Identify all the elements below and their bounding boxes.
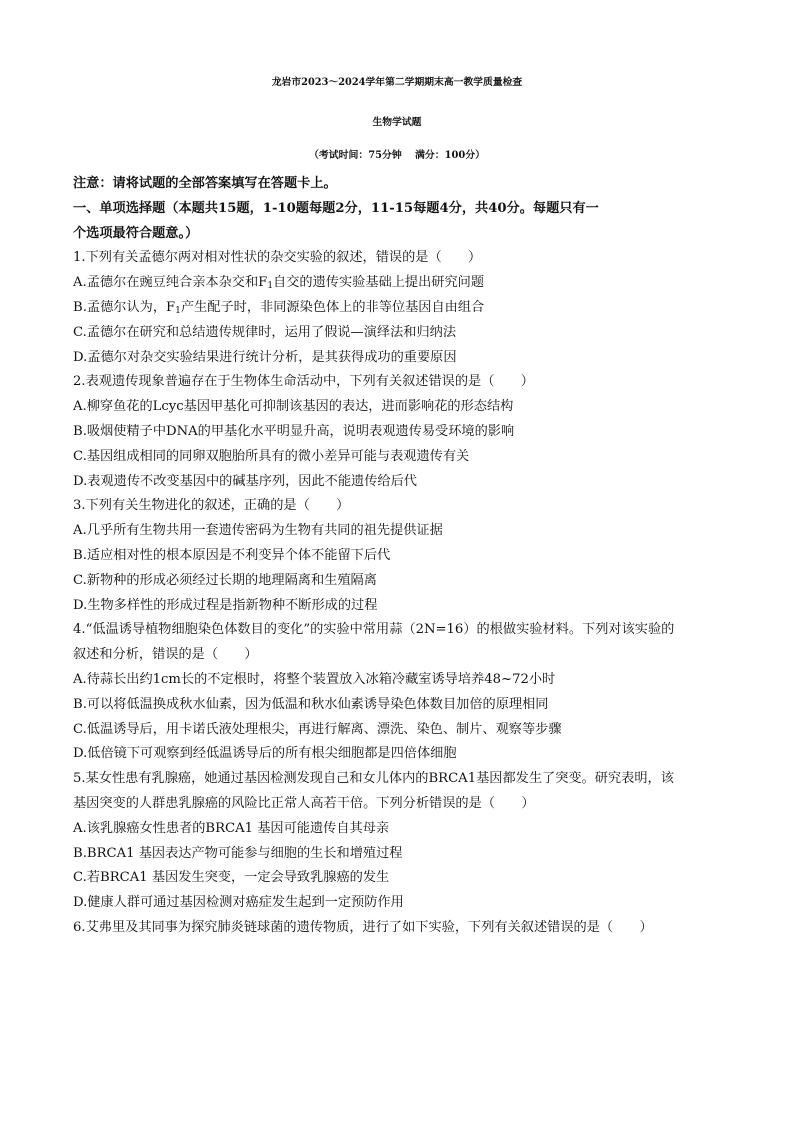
question-1-stem: 1.下列有关孟德尔两对相对性状的杂交实验的叙述，错误的是（ ） bbox=[73, 250, 482, 266]
question-1-option-d: D.孟德尔对杂交实验结果进行统计分析，是其获得成功的重要原因 bbox=[73, 349, 457, 365]
question-3-option-d: D.生物多样性的形成过程是指新物种不断形成的过程 bbox=[73, 597, 378, 613]
question-4-stem-line-1: 4.“低温诱导植物细胞染色体数目的变化”的实验中常用蒜（2N=16）的根做实验材料。下列对该实验的 bbox=[73, 622, 675, 638]
question-3-option-b: B.适应相对性的根本原因是不利变异个体不能留下后代 bbox=[73, 547, 391, 563]
subject-title: 生物学试题 bbox=[372, 117, 422, 128]
exam-info: （考试时间：75分钟 满分：100分） bbox=[308, 150, 486, 161]
notice: 注意：请将试题的全部答案填写在答题卡上。 bbox=[73, 176, 337, 191]
question-5-stem-line-2: 基因突变的人群患乳腺癌的风险比正常人高若干倍。下列分析错误的是（ ） bbox=[73, 795, 535, 811]
question-3-stem: 3.下列有关生物进化的叙述，正确的是（ ） bbox=[73, 498, 350, 514]
question-2-option-a: A.柳穿鱼花的Lcyc基因甲基化可抑制该基因的表达，进而影响花的形态结构 bbox=[73, 399, 514, 415]
section-heading-line-1: 一、单项选择题（本题共15题，1-10题每题2分，11-15每题4分，共40分。每题只有一 bbox=[73, 200, 599, 216]
question-1-option-a: A.孟德尔在豌豆纯合亲本杂交和$F_1$自交的遗传实验基础上提出研究问题 bbox=[73, 275, 485, 292]
question-4-stem-line-2: 叙述和分析，错误的是（ ） bbox=[73, 647, 258, 663]
question-5-option-d: D.健康人群可通过基因检测对癌症发生起到一定预防作用 bbox=[73, 895, 404, 911]
question-2-stem: 2.表观遗传现象普遍存在于生物体生命活动中，下列有关叙述错误的是（ ） bbox=[73, 374, 534, 390]
question-3-option-a: A.几乎所有生物共用一套遗传密码为生物有共同的祖先提供证据 bbox=[73, 523, 443, 539]
question-6-stem: 6.艾弗里及其同事为探究肺炎链球菌的遗传物质，进行了如下实验，下列有关叙述错误的是（ ） bbox=[73, 919, 653, 935]
question-5-option-b: B.BRCA1 基因表达产物可能参与细胞的生长和增殖过程 bbox=[73, 845, 403, 861]
question-4-option-b: B.可以将低温换成秋水仙素，因为低温和秋水仙素诱导染色体数目加倍的原理相同 bbox=[73, 696, 549, 712]
question-2-option-b: B.吸烟使精子中DNA的甲基化水平明显升高，说明表观遗传易受环境的影响 bbox=[73, 423, 515, 439]
question-1-option-b: B.孟德尔认为，$F_1$产生配子时，非同源染色体上的非等位基因自由组合 bbox=[73, 299, 485, 316]
question-4-option-a: A.待蒜长出约1cm长的不定根时，将整个装置放入冰箱冷藏室诱导培养48~72小时 bbox=[73, 671, 556, 687]
question-5-option-c: C.若BRCA1 基因发生突变，一定会导致乳腺癌的发生 bbox=[73, 870, 390, 886]
question-2-option-c: C.基因组成相同的同卵双胞胎所具有的微小差异可能与表观遗传有关 bbox=[73, 448, 470, 464]
question-1-option-c: C.孟德尔在研究和总结遗传规律时，运用了假说—演绎法和归纳法 bbox=[73, 324, 457, 340]
question-5-stem-line-1: 5.某女性患有乳腺癌，她通过基因检测发现自己和女儿体内的BRCA1基因都发生了突变。研究表明，该 bbox=[73, 771, 674, 787]
exam-body bbox=[73, 172, 723, 941]
question-5-option-a: A.该乳腺癌女性患者的BRCA1 基因可能遗传自其母亲 bbox=[73, 820, 390, 836]
question-4-option-c: C.低温诱导后，用卡诺氏液处理根尖，再进行解离、漂洗、染色、制片、观察等步骤 bbox=[73, 721, 562, 737]
question-3-option-c: C.新物种的形成必须经过长期的地理隔离和生殖隔离 bbox=[73, 572, 377, 588]
section-heading-line-2: 个选项最符合题意。） bbox=[73, 225, 199, 241]
question-4-option-d: D.低倍镜下可观察到经低温诱导后的所有根尖细胞都是四倍体细胞 bbox=[73, 746, 457, 762]
exam-title: 龙岩市2023～2024学年第二学期期末高一教学质量检查 bbox=[271, 77, 523, 88]
question-2-option-d: D.表观遗传不改变基因中的碱基序列，因此不能遗传给后代 bbox=[73, 473, 417, 489]
